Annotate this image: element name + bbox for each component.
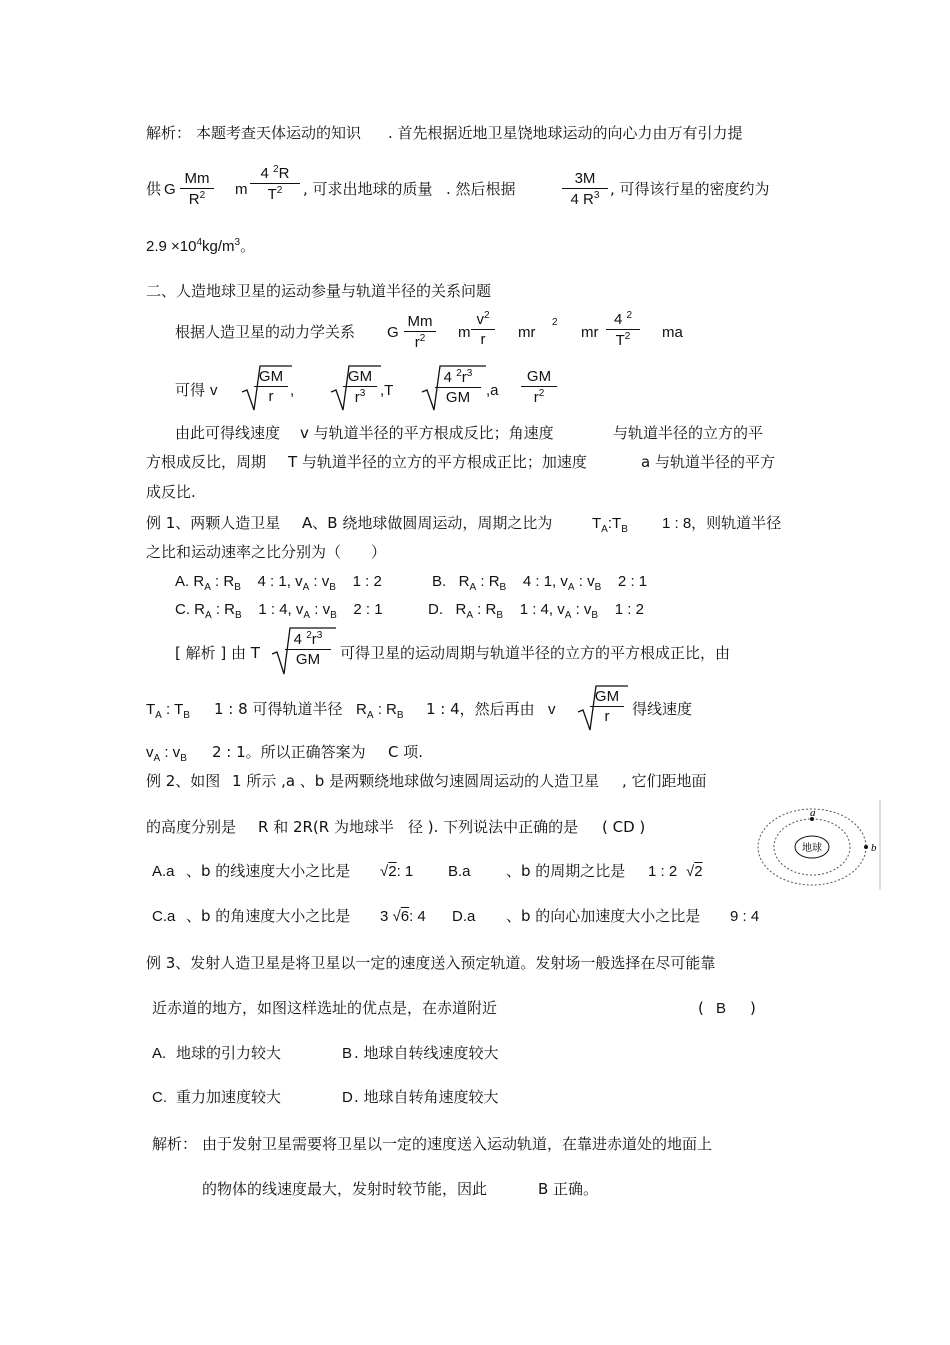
numerator: Mm bbox=[404, 313, 436, 332]
fraction-3m-4pir3 bbox=[562, 170, 608, 209]
symbol: G bbox=[164, 181, 176, 198]
text: 、b 的线速度大小之比是 bbox=[186, 862, 351, 880]
text: . 首先根据近地卫星饶地球运动的向心力由万有引力提 bbox=[388, 124, 743, 142]
numerator: 4 $^2r^3$ bbox=[285, 630, 331, 650]
option-c-label[interactable]: C. bbox=[152, 1089, 167, 1106]
sqrt-2: √2 bbox=[686, 863, 703, 880]
denominator: $r^2$ bbox=[533, 388, 545, 407]
denominator: $T^2$ bbox=[267, 185, 283, 204]
sqrt-6: 3 √6: 4 bbox=[380, 908, 426, 925]
text: 、b 的向心加速度大小之比是 bbox=[506, 907, 701, 925]
numerator: GM bbox=[343, 368, 377, 387]
text: T 与轨道半径的立方的平方根成正比；加速度 bbox=[288, 453, 587, 471]
text: 由于发射卫星需要将卫星以一定的速度送入运动轨道，在靠进赤道处的地面上 bbox=[202, 1135, 713, 1153]
text: 与轨道半径的立方的平 bbox=[613, 424, 764, 442]
text: 本题考查天体运动的知识 bbox=[196, 124, 362, 142]
numerator: GM bbox=[590, 688, 624, 707]
fraction-4pi2r3-gm bbox=[285, 630, 331, 669]
denominator: $R^2$ bbox=[188, 190, 206, 209]
text: 之比和运动速率之比分别为（ ） bbox=[146, 543, 387, 561]
denominator: r bbox=[480, 331, 486, 349]
analysis-label: 解析： bbox=[146, 124, 192, 142]
symbol: v bbox=[210, 382, 218, 399]
text: 的高度分别是 bbox=[146, 818, 237, 836]
text: 可得卫星的运动周期与轨道半径的立方的平方根成正比，由 bbox=[340, 644, 731, 662]
label-b: b bbox=[871, 842, 877, 854]
option-a-label[interactable]: A.a bbox=[152, 863, 175, 880]
option-b-text: . 地球自转线速度较大 bbox=[354, 1044, 499, 1062]
paren: ( bbox=[698, 999, 704, 1017]
analysis-label: 解析： bbox=[152, 1135, 198, 1153]
fraction-4pi2r-t2 bbox=[250, 164, 300, 204]
text: 、b 的周期之比是 bbox=[506, 862, 626, 880]
denominator: GM bbox=[295, 651, 321, 669]
text: 径 ). 下列说法中正确的是 bbox=[408, 818, 579, 836]
option-c[interactable]: C. $R_A$ : $R_B$ 1 : 4, $v_A$ : $v_B$ 2 : 1 bbox=[175, 601, 383, 621]
orbit-figure bbox=[755, 800, 881, 890]
text: , bbox=[290, 382, 295, 399]
option-c-text: 重力加速度较大 bbox=[176, 1088, 282, 1106]
text: , 可得该行星的密度约为 bbox=[610, 180, 770, 198]
option-d-text: . 地球自转角速度较大 bbox=[354, 1088, 499, 1106]
symbol: ma bbox=[662, 324, 683, 341]
denominator: GM bbox=[445, 389, 471, 407]
denominator: 4 $R^3$ bbox=[570, 190, 600, 209]
text: 、b 的角速度大小之比是 bbox=[186, 907, 351, 925]
answer: ( CD ) bbox=[602, 818, 646, 836]
option-d-label[interactable]: D.a bbox=[452, 908, 476, 925]
option-b-label[interactable]: B.a bbox=[448, 863, 471, 880]
text: 可得 bbox=[175, 381, 206, 399]
numerator: 3M bbox=[562, 170, 608, 189]
text: B 正确。 bbox=[538, 1180, 599, 1198]
earth-label: 地球 bbox=[802, 843, 822, 854]
text: 方根成反比，周期 bbox=[146, 453, 267, 471]
fraction-4pi2r3-gm bbox=[435, 368, 481, 407]
option-b[interactable]: B. $R_A$ : $R_B$ 4 : 1, $v_A$ : $v_B$ 2 : 1 bbox=[432, 573, 648, 593]
denominator: r bbox=[604, 708, 610, 726]
symbol: G bbox=[387, 324, 399, 341]
text: R 和 2R(R 为地球半 bbox=[258, 818, 394, 836]
option-c-label[interactable]: C.a bbox=[152, 908, 176, 925]
option-a-text: 地球的引力较大 bbox=[176, 1044, 282, 1062]
option-a[interactable]: A. $R_A$ : $R_B$ 4 : 1, $v_A$ : $v_B$ 1 : 2 bbox=[175, 573, 382, 593]
symbol: mr bbox=[518, 324, 536, 341]
symbol: v bbox=[548, 701, 556, 718]
ratio: $v_A$ : $v_B$ bbox=[146, 744, 187, 764]
text: 由此可得线速度 bbox=[175, 424, 281, 442]
fraction-v2-r bbox=[471, 310, 495, 349]
denominator: $r^2$ bbox=[414, 333, 426, 352]
numerator: Mm bbox=[180, 170, 214, 189]
example-1: 例 1、两颗人造卫星 bbox=[146, 514, 281, 532]
fraction-gm-r3 bbox=[343, 368, 377, 407]
option-d[interactable]: D. $R_A$ : $R_B$ 1 : 4, $v_A$ : $v_B$ 1 : 2 bbox=[428, 601, 644, 621]
denominator: $T^2$ bbox=[615, 331, 631, 350]
fraction-mm-r2 bbox=[404, 313, 436, 352]
numerator: 4 $^2$R bbox=[250, 164, 300, 184]
text: , 它们距地面 bbox=[622, 772, 707, 790]
ratio: $T_A$ : $T_B$ bbox=[146, 701, 190, 721]
ratio: $T_A:T_B$ bbox=[592, 515, 628, 535]
density-value: $2.9 \times 10^4kg/m^3$。 bbox=[146, 237, 256, 255]
label-a: a bbox=[810, 807, 816, 819]
numerator: 4 $^2r^3$ bbox=[435, 368, 481, 388]
answer: B bbox=[716, 1000, 727, 1017]
text: 近赤道的地方，如图这样选址的优点是，在赤道附近 bbox=[152, 999, 498, 1017]
text: , 可求出地球的质量 bbox=[303, 180, 433, 198]
denominator: $r^3$ bbox=[354, 388, 366, 407]
text: 成反比. bbox=[146, 483, 196, 501]
paren: ) bbox=[750, 999, 756, 1017]
text: a 与轨道半径的平方 bbox=[641, 453, 775, 471]
text: 根据人造卫星的动力学关系 bbox=[175, 323, 356, 341]
fraction-mm-r2 bbox=[180, 170, 214, 209]
ratio: $R_A$ : $R_B$ bbox=[356, 701, 404, 721]
text: v 与轨道半径的平方根成反比；角速度 bbox=[300, 424, 554, 442]
text: 1 所示 ,a 、b 是两颗绕地球做匀速圆周运动的人造卫星 bbox=[232, 772, 600, 790]
sqrt-2: √2: 1 bbox=[380, 863, 414, 880]
numerator: GM bbox=[254, 368, 288, 387]
example-2: 例 2、如图 bbox=[146, 772, 221, 790]
text: A、B 绕地球做圆周运动，周期之比为 bbox=[302, 514, 553, 532]
example-3: 例 3、发射人造卫星是将卫星以一定的速度送入预定轨道。发射场一般选择在尽可能靠 bbox=[146, 954, 716, 972]
text: ,a bbox=[486, 382, 499, 399]
ratio: 9 : 4 bbox=[730, 908, 760, 925]
text: 得线速度 bbox=[632, 700, 693, 718]
symbol: m bbox=[235, 181, 248, 198]
denominator: r bbox=[268, 388, 274, 406]
fraction-gm-r bbox=[590, 688, 624, 726]
numerator: GM bbox=[521, 368, 557, 387]
ratio: 1 : 2 bbox=[648, 863, 678, 880]
text: 1 : 4，然后再由 bbox=[426, 700, 535, 718]
numerator: $v^2$ bbox=[471, 310, 495, 330]
answer-label: [ 解析 ] 由 T bbox=[175, 644, 260, 662]
fraction-gm-r bbox=[254, 368, 288, 406]
text: 1 : 8 可得轨道半径 bbox=[214, 700, 343, 718]
text: . 然后根据 bbox=[446, 180, 516, 198]
fraction-gm-r2 bbox=[521, 368, 557, 407]
fraction-4pi2-t2 bbox=[606, 310, 640, 350]
text: 供 bbox=[146, 180, 162, 198]
text: 的物体的线速度最大，发射时较节能，因此 bbox=[202, 1180, 488, 1198]
option-a-label[interactable]: A. bbox=[152, 1045, 167, 1062]
text: 1 : 8，则轨道半径 bbox=[662, 515, 782, 532]
numerator: 4 $^2$ bbox=[606, 310, 640, 330]
satellite-b bbox=[864, 845, 868, 849]
option-d-label[interactable]: D bbox=[342, 1089, 353, 1106]
exponent: 2 bbox=[552, 317, 558, 328]
text: 2 : 1。所以正确答案为 bbox=[212, 743, 366, 761]
section-heading: 二、人造地球卫星的运动参量与轨道半径的关系问题 bbox=[146, 282, 492, 300]
symbol: mr bbox=[581, 324, 599, 341]
symbol: m bbox=[458, 324, 471, 341]
correct-answer: C 项. bbox=[388, 743, 424, 761]
option-b-label[interactable]: B bbox=[342, 1045, 353, 1062]
text: ,T bbox=[380, 382, 394, 399]
